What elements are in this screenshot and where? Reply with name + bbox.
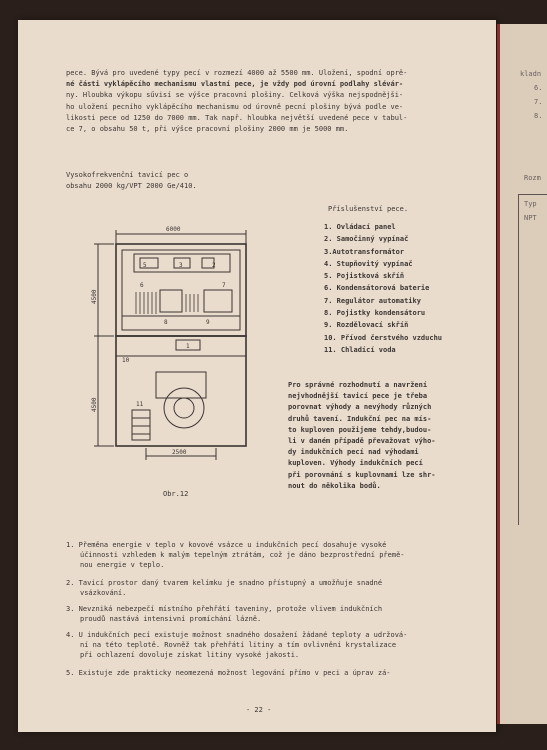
- list-item: 8. Pojistky kondensátoru: [324, 309, 426, 318]
- page-fragment: 7.: [534, 98, 543, 106]
- list-item: 4. Stupňovitý vypínač: [324, 259, 413, 268]
- figure-caption: Obr.12: [163, 490, 189, 498]
- text-line: dy indukčních pecí nad výhodami: [288, 448, 419, 457]
- text-line: 2. Tavicí prostor daný tvarem kelímku je snadno přístupný a umožňuje snadné: [66, 579, 383, 587]
- text-line: proudů nastává intensivní promíchání lázně.: [80, 615, 262, 623]
- callout-label: 3: [179, 262, 183, 269]
- dimension-label: 2500: [172, 449, 187, 456]
- text-line: né části vyklápěcího mechanismu vlastní pece, je vždy pod úrovní podlahy slévár-: [66, 80, 404, 89]
- callout-label: 9: [206, 319, 210, 326]
- callout-label: 11: [136, 401, 144, 408]
- page-fragment: Rozm: [524, 174, 541, 182]
- point-2: [66, 578, 382, 598]
- table-border: [518, 194, 547, 525]
- page-number: - 22 -: [246, 706, 272, 714]
- page-fragment: kladn: [520, 70, 542, 78]
- page-fragment: 6.: [534, 84, 543, 92]
- text-line: 5. Existuje zde prakticky neomezená možnost legování přímo v peci a úprav zá-: [66, 669, 391, 677]
- list-item: 3.Autotransformátor: [324, 247, 405, 256]
- text-line: porovnat výhody a nevýhody různých: [288, 403, 432, 412]
- point-5: [66, 668, 391, 678]
- list-item: 2. Samočinný vypínač: [324, 235, 409, 244]
- point-3: [66, 604, 382, 624]
- list-item: 7. Regulátor automatiky: [324, 296, 421, 305]
- point-4: [66, 630, 407, 660]
- list-item: 11. Chladící voda: [324, 345, 396, 354]
- text-line: kuploven. Výhody indukčních pecí: [288, 459, 423, 468]
- text-line: pece. Bývá pro uvedené typy pecí v rozmezí 4000 až 5500 mm. Uložení, spodní oprě-: [66, 69, 408, 77]
- text-line: li v daném případě převažovat výho-: [288, 437, 436, 446]
- text-line: druhů tavení. Indukční pec na mís-: [288, 414, 432, 423]
- accessories-list: [324, 221, 442, 356]
- callout-label: 6: [140, 282, 144, 289]
- dimension-label: 6000: [166, 226, 181, 233]
- callout-label: 5: [143, 262, 147, 269]
- list-item: 9. Rozdělovací skříň: [324, 321, 409, 330]
- dimension-label: 4500: [91, 397, 98, 412]
- callout-label: 1: [186, 343, 190, 350]
- text-line: 1. Přeměna energie v teplo v kovové vsázce u indukčních pecí dosahuje vysoké: [66, 541, 387, 549]
- page-fragment: NPT: [524, 214, 537, 222]
- decision-paragraph: [288, 380, 436, 492]
- furnace-layout-drawing: [86, 222, 296, 462]
- text-line: účinnosti vzhledem k malým tepelným ztrátám, což je dáno bezprostřední přemě-: [80, 551, 405, 559]
- callout-label: 7: [222, 282, 226, 289]
- text-line: ce 7, o obsahu 50 t, při výšce pracovní plošiny 2000 mm je 5000 mm.: [66, 125, 349, 134]
- intro-paragraph: [66, 68, 407, 135]
- text-line: při porovnání s kuplovnami lze shr-: [288, 470, 436, 479]
- text-line: 4. U indukčních pecí existuje možnost snadného dosažení žádané teploty a udržová-: [66, 631, 408, 639]
- text-line: ho uložení pecního vyklápěcího mechanismu od úrovně pecní plošiny bývá podle ve-: [66, 102, 404, 111]
- document-page: [18, 20, 496, 732]
- page-fragment: Typ: [524, 200, 537, 208]
- text-line: to kuploven použijeme tehdy,budou-: [288, 425, 432, 434]
- text-line: při ochlazení dovoluje získat litiny vysoké jakosti.: [80, 651, 300, 659]
- callout-label: 10: [122, 357, 130, 364]
- text-line: 3. Nevzniká nebezpečí místního přehřátí taveniny, protože vlivem indukčních: [66, 605, 383, 613]
- list-item: 1. Ovládací panel: [324, 223, 396, 231]
- text-line: Pro správné rozhodnutí a navržení: [288, 381, 428, 389]
- text-line: ní na této teplotě. Rovněž tak přehřátí litiny a tím ovlivnění krystalizace: [80, 641, 397, 649]
- callout-label: 8: [164, 319, 168, 326]
- callout-label: 2: [212, 262, 216, 269]
- text-line: likosti pece od 1250 do 7000 mm. Tak např. hloubka největší uvedené pece v tabul-: [66, 113, 408, 122]
- list-item: 6. Kondensátorová baterie: [324, 284, 430, 293]
- accessories-title: Příslušenství pece.: [328, 205, 409, 213]
- text-line: Vysokofrekvenční tavicí pec o: [66, 171, 189, 179]
- text-line: nejvhodnější tavicí pece je třeba: [288, 392, 428, 401]
- text-line: nou energie v teplo.: [80, 561, 165, 569]
- text-line: nout do několika bodů.: [288, 481, 381, 490]
- list-item: 10. Přívod čerstvého vzduchu: [324, 333, 443, 342]
- page-fragment: 8.: [534, 112, 543, 120]
- point-1: [66, 540, 405, 570]
- text-line: obsahu 2000 kg/VPT 2000 Ge/410.: [66, 182, 197, 191]
- figure-title: [66, 170, 197, 192]
- dimension-label: 4500: [91, 289, 98, 304]
- text-line: ny. Hloubka výkopu sűvisí se výšce pracovní plošiny. Celková výška nejspodnějši-: [66, 91, 404, 100]
- list-item: 5. Pojistková skříň: [324, 272, 405, 281]
- text-line: vsázkování.: [80, 589, 127, 597]
- next-page-edge: [497, 24, 547, 724]
